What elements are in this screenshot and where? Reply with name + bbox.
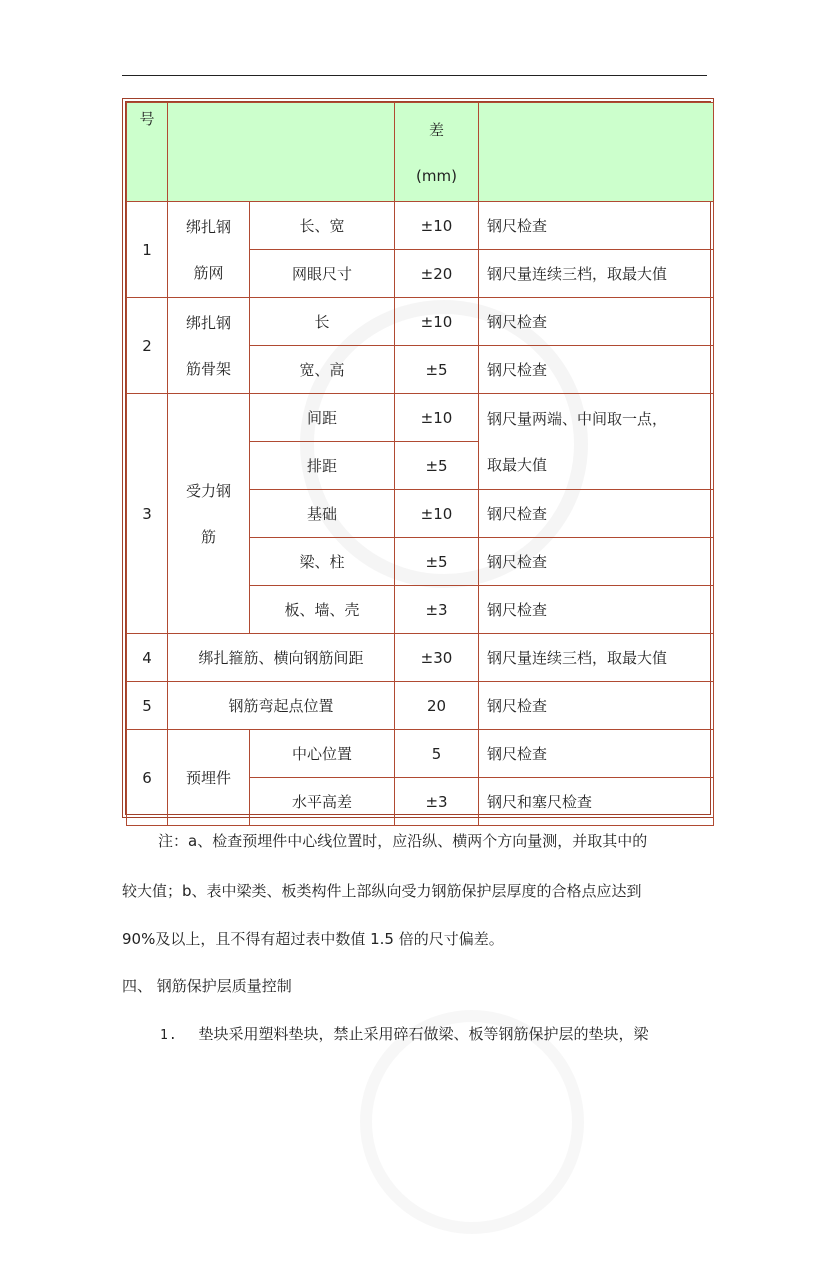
row-method: 钢尺检查 xyxy=(479,730,714,778)
merged-method-line2: 取最大值 xyxy=(487,455,548,474)
row-no: 2 xyxy=(127,298,168,394)
row-tolerance: ±10 xyxy=(395,202,479,250)
table-row xyxy=(127,682,714,730)
note-line-3: 90%及以上，且不得有超过表中数值 1.5 倍的尺寸偏差。 xyxy=(122,930,504,948)
table-row xyxy=(127,634,714,682)
row-sub-item: 排距 xyxy=(250,442,395,490)
header-tolerance xyxy=(395,103,479,202)
row-tolerance: ±30 xyxy=(395,634,479,682)
list-item-text: 垫块采用塑料垫块，禁止采用碎石做梁、板等钢筋保护层的垫块，梁 xyxy=(198,1025,649,1043)
row-sub-item: 网眼尺寸 xyxy=(250,250,395,298)
row-item: 预埋件 xyxy=(168,730,250,826)
header-rule xyxy=(122,75,707,76)
table-row xyxy=(127,394,714,442)
header-method xyxy=(479,103,714,202)
row-method: 钢尺检查 xyxy=(479,490,714,538)
row-sub-item: 梁、柱 xyxy=(250,538,395,586)
row-tolerance: ±3 xyxy=(395,778,479,826)
row-tolerance: ±10 xyxy=(395,490,479,538)
row-tolerance: 20 xyxy=(395,682,479,730)
merged-method-line1: 钢尺量两端、中间取一点， xyxy=(487,409,668,428)
row-method: 钢尺和塞尺检查 xyxy=(479,778,714,826)
header-no: 号 xyxy=(127,103,168,202)
row-tolerance: ±5 xyxy=(395,346,479,394)
note-line-2: 较大值；b、表中梁类、板类构件上部纵向受力钢筋保护层厚度的合格点应达到 xyxy=(122,882,642,900)
watermark-seal-2 xyxy=(319,969,625,1275)
row-method: 钢尺检查 xyxy=(479,298,714,346)
row-no: 6 xyxy=(127,730,168,826)
row-tolerance: ±5 xyxy=(395,442,479,490)
row-method: 钢尺检查 xyxy=(479,346,714,394)
row-method-merged xyxy=(479,394,714,490)
row-item: 绑扎箍筋、横向钢筋间距 xyxy=(168,634,395,682)
row-method: 钢尺检查 xyxy=(479,682,714,730)
section-heading: 四、 钢筋保护层质量控制 xyxy=(122,977,292,995)
tolerance-table xyxy=(126,102,714,826)
row-sub-item: 长 xyxy=(250,298,395,346)
table-row xyxy=(127,202,714,250)
row-sub-item: 宽、高 xyxy=(250,346,395,394)
table-row xyxy=(127,298,714,346)
row-sub-item: 水平高差 xyxy=(250,778,395,826)
row-method: 钢尺检查 xyxy=(479,202,714,250)
table-row xyxy=(127,730,714,778)
note-line-1: 注：a、检查预埋件中心线位置时，应沿纵、横两个方向量测，并取其中的 xyxy=(158,832,648,850)
row-method: 钢尺检查 xyxy=(479,538,714,586)
header-tolerance-line2: (mm) xyxy=(416,167,457,185)
row-sub-item: 板、墙、壳 xyxy=(250,586,395,634)
row-no: 5 xyxy=(127,682,168,730)
header-tolerance-line1: 差 xyxy=(428,121,444,139)
row-sub-item: 间距 xyxy=(250,394,395,442)
row-item: 受力钢 筋 xyxy=(168,394,250,634)
list-item-number: 1. xyxy=(160,1028,178,1043)
row-tolerance: ±20 xyxy=(395,250,479,298)
row-item: 钢筋弯起点位置 xyxy=(168,682,395,730)
row-item: 绑扎钢 筋网 xyxy=(168,202,250,298)
row-no: 3 xyxy=(127,394,168,634)
row-tolerance: ±5 xyxy=(395,538,479,586)
row-sub-item: 中心位置 xyxy=(250,730,395,778)
row-tolerance: ±10 xyxy=(395,298,479,346)
row-item: 绑扎钢 筋骨架 xyxy=(168,298,250,394)
header-item xyxy=(168,103,395,202)
row-method: 钢尺检查 xyxy=(479,586,714,634)
row-no: 4 xyxy=(127,634,168,682)
row-method: 钢尺量连续三档，取最大值 xyxy=(479,250,714,298)
row-tolerance: ±3 xyxy=(395,586,479,634)
row-sub-item: 长、宽 xyxy=(250,202,395,250)
row-method: 钢尺量连续三档，取最大值 xyxy=(479,634,714,682)
row-tolerance: 5 xyxy=(395,730,479,778)
row-tolerance: ±10 xyxy=(395,394,479,442)
table-header-row xyxy=(127,103,714,202)
row-sub-item: 基础 xyxy=(250,490,395,538)
list-item-1 xyxy=(160,1023,648,1044)
row-no: 1 xyxy=(127,202,168,298)
